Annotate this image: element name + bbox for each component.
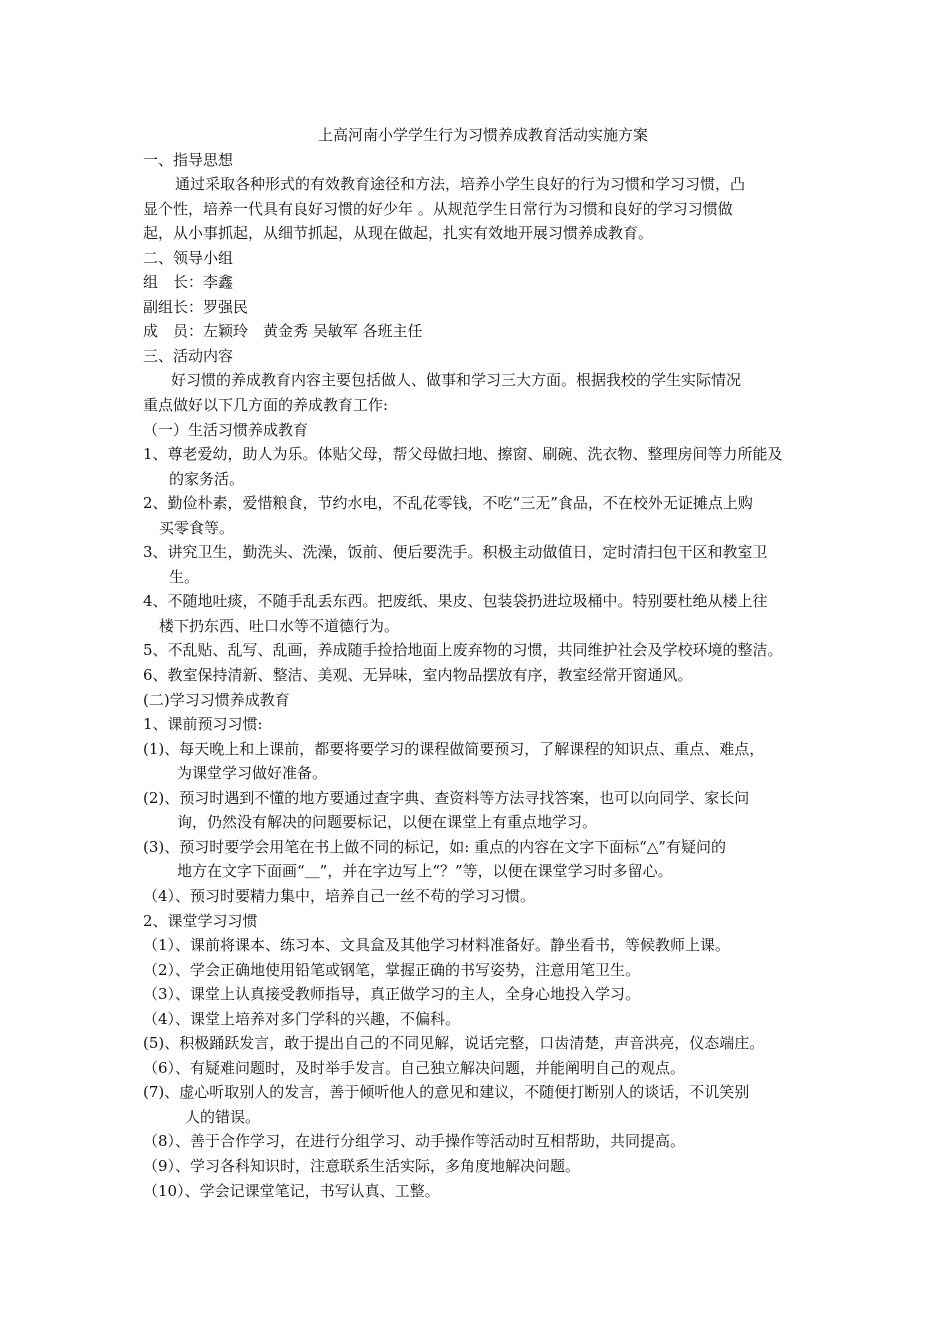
text-line: 好习惯的养成教育内容主要包括做人、做事和学习三大方面。根据我校的学生实际情况 — [171, 371, 742, 390]
text-line: （2）、学会正确地使用铅笔或钢笔，掌握正确的书写姿势，注意用笔卫生。 — [143, 960, 641, 979]
text-line: （9）、学习各科知识时，注意联系生活实际，多角度地解决问题。 — [143, 1156, 581, 1175]
text-line: 显个性，培养一代具有良好习惯的好少年 。从规范学生日常行为习惯和良好的学习习惯做 — [143, 199, 733, 218]
text-line: （1）、课前将课本、练习本、文具盒及其他学习材料准备好。静坐看书，等候教师上课。 — [143, 936, 731, 955]
text-line: 生。 — [169, 567, 200, 586]
text-line: 1、课前预习习惯: — [143, 715, 263, 734]
text-line: (5)、积极踊跃发言，敢于提出自己的不同见解，说话完整，口齿清楚，声音洪亮，仪态端庄。 — [143, 1034, 765, 1053]
text-line: 的家务活。 — [169, 469, 245, 488]
text-line: 2、勤俭朴素，爱惜粮食，节约水电，不乱花零钱，不吃“三无”食品，不在校外无证摊点上购 — [143, 494, 753, 513]
text-line: 成 员：左颖玲 黄金秀 吴敏军 各班主任 — [143, 322, 423, 341]
text-line: 三、活动内容 — [143, 346, 234, 365]
text-line: 2、课堂学习习惯 — [143, 911, 258, 930]
document-body — [143, 123, 823, 1203]
text-line: （一）生活习惯养成教育 — [143, 420, 309, 439]
text-line: 楼下扔东西、吐口水等不道德行为。 — [159, 616, 400, 635]
text-line: 一、指导思想 — [143, 150, 234, 169]
text-line: 6、教室保持清新、整洁、美观、无异味，室内物品摆放有序，教室经常开窗通风。 — [143, 666, 693, 685]
text-line: (二)学习习惯养成教育 — [143, 690, 290, 709]
text-line: （8）、善于合作学习，在进行分组学习、动手操作等活动时互相帮助，共同提高。 — [143, 1132, 686, 1151]
text-line: 3、讲究卫生，勤洗头、洗澡，饭前、便后要洗手。积极主动做值日，定时清扫包干区和教室卫 — [143, 543, 768, 562]
document-title: 上高河南小学学生行为习惯养成教育活动实施方案 — [317, 126, 648, 144]
text-line: （3）、课堂上认真接受教师指导，真正做学习的主人，全身心地投入学习。 — [143, 985, 641, 1004]
text-line: 人的错误。 — [185, 1107, 261, 1126]
text-line: 为课堂学习做好准备。 — [177, 764, 328, 783]
text-line: （10）、学会记课堂笔记，书写认真、工整。 — [143, 1181, 440, 1200]
text-line: (1)、每天晚上和上课前，都要将要学习的课程做简要预习，了解课程的知识点、重点、难点， — [143, 739, 765, 758]
text-line: 1、尊老爱幼，助人为乐。体贴父母，帮父母做扫地、擦窗、刷碗、洗衣物、整理房间等力所能及 — [143, 445, 783, 464]
text-line: 组 长：李鑫 — [143, 273, 234, 292]
text-line: 买零食等。 — [159, 518, 235, 537]
text-line: 二、领导小组 — [143, 248, 234, 267]
text-line: 重点做好以下几方面的养成教育工作: — [143, 396, 389, 415]
text-line: （4）、预习时要精力集中，培养自己一丝不苟的学习习惯。 — [143, 886, 536, 905]
text-line: 询，仍然没有解决的问题要标记，以便在课堂上有重点地学习。 — [177, 813, 598, 832]
text-line: 起，从小事抓起，从细节抓起，从现在做起，扎实有效地开展习惯养成教育。 — [143, 224, 654, 243]
text-line: （6）、有疑难问题时，及时举手发言。自己独立解决问题，并能阐明自己的观点。 — [143, 1058, 686, 1077]
text-line: 通过采取各种形式的有效教育途径和方法，培养小学生良好的行为习惯和学习习惯，凸 — [175, 175, 746, 194]
text-line: (7)、虚心听取别人的发言，善于倾听他人的意见和建议，不随便打断别人的谈话，不讥笑别 — [143, 1083, 750, 1102]
text-line: (2)、预习时遇到不懂的地方要通过查字典、查资料等方法寻找答案，也可以向同学、家长问 — [143, 788, 750, 807]
text-line: （4）、课堂上培养对多门学科的兴趣，不偏科。 — [143, 1009, 461, 1028]
text-line: 副组长：罗强民 — [143, 297, 249, 316]
text-line: 地方在文字下面画“＿”，并在字边写上“？”等，以便在课堂学习时多留心。 — [177, 862, 673, 881]
text-line: (3)、预习时要学会用笔在书上做不同的标记，如: 重点的内容在文字下面标“△”有疑问的 — [143, 837, 726, 856]
text-line: 5、不乱贴、乱写、乱画，养成随手捡拾地面上废弃物的习惯，共同维护社会及学校环境的整洁。 — [143, 641, 783, 660]
text-line: 4、不随地吐痰，不随手乱丢东西。把废纸、果皮、包装袋扔进垃圾桶中。特别要杜绝从楼上往 — [143, 592, 768, 611]
